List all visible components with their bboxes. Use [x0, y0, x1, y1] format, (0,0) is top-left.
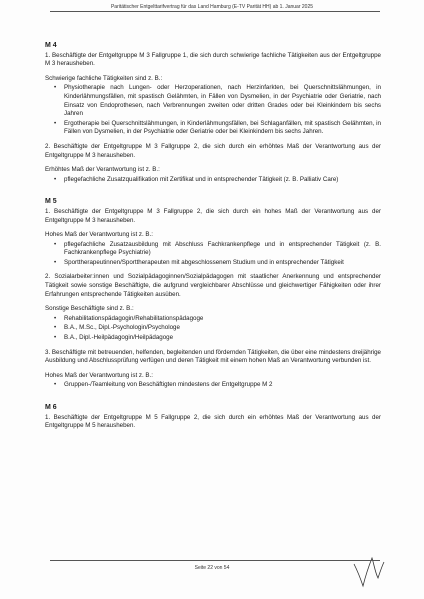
list-item: • Rehabilitationspädagogin/Rehabilitationspädagoge — [64, 315, 381, 324]
m5-list2-intro: Sonstige Beschäftigte sind z. B.: — [45, 305, 134, 313]
section-heading-m4: M 4 — [45, 42, 57, 49]
footer-rule — [50, 560, 380, 561]
m5-paragraph-3: 3. Beschäftigte mit betreuenden, helfenden, begleitenden und fördernden Tätigkeiten, die über eine mindestens dreijährige Ausbildung und Abschlussprüfung verfügen und deren Tätigkeit mit einem hohen Maß an Verantwortung verbunden ist. — [45, 348, 381, 365]
m4-list1 — [45, 84, 381, 137]
m5-list1 — [45, 241, 381, 268]
header-rule — [50, 11, 380, 12]
list-item: • B.A., M.Sc., Dipl.-Psychologin/Psychologe — [64, 324, 381, 333]
m4-list1-intro: Schwierige fachliche Tätigkeiten sind z. B.: — [45, 74, 163, 82]
list-item: • Ergotherapie bei Querschnittslähmungen, in Kinderlähmungsfällen, bei Schlaganfällen, mit spastisch Gelähmten, in Fällen von Dysmelien, in der Psychiatrie oder Geriatrie oder bei Kleinkindern bis sechs Jahren. — [64, 120, 381, 137]
page-header: Paritätischer Entgelttarifvertrag für das Land Hamburg (E-TV Parität HH) ab 1. Januar 2025 — [110, 4, 314, 10]
m4-paragraph-1: 1. Beschäftigte der Entgeltgruppe M 3 Fallgruppe 1, die sich durch schwierige fachliche Tätigkeiten aus der Entgeltgruppe M 3 herausheben. — [45, 51, 381, 68]
section-heading-m6: M 6 — [45, 404, 57, 411]
m4-list2-intro: Erhöhtes Maß der Verantwortung ist z. B.: — [45, 166, 160, 174]
m5-paragraph-2: 2. Sozialarbeiter:innen und Sozialpädagoginnen/Sozialpädagogen mit staatlicher Anerkennung und entsprechender Tätigkeit sowie sonstige Beschäftigte, die aufgrund vergleichbarer Abschlüsse und gleichwertiger Fähigkeiten oder ihrer Erfahrungen entsprechende Tätigkeiten ausüben. — [45, 273, 381, 298]
list-item: • B.A., Dipl.-Heilpädagogin/Heilpädagoge — [64, 334, 381, 343]
list-item: • pflegefachliche Zusatzqualifikation mit Zertifikat und in entsprechender Tätigkeit (z. B. Palliativ Care) — [64, 176, 381, 185]
page-number: Seite 22 von 54 — [194, 565, 230, 571]
m6-paragraph-1: 1. Beschäftigte der Entgeltgruppe M 5 Fallgruppe 2, die sich durch ein erhöhtes Maß der Verantwortung aus der Entgeltgruppe M 5 herausheben. — [45, 413, 381, 430]
m5-list1-intro: Hohes Maß der Verantwortung ist z. B.: — [45, 231, 153, 239]
m5-list3 — [45, 381, 381, 390]
document-body — [45, 42, 381, 437]
m4-list2 — [45, 176, 381, 185]
section-heading-m5: M 5 — [45, 198, 57, 206]
list-item: • pflegefachliche Zusatzausbildung mit Abschluss Fachkrankenpflege und in entsprechender Tätigkeit (z. B. Fachkrankenpflege Psychiatrie) — [64, 241, 381, 258]
list-item: • Gruppen-/Teamleitung von Beschäftigten mindestens der Entgeltgruppe M 2 — [64, 381, 381, 390]
m5-list3-intro: Hohes Maß der Verantwortung ist z. B.: — [45, 371, 153, 379]
list-item: • Physiotherapie nach Lungen- oder Herzoperationen, nach Herzinfarkten, bei Querschnittslähmungen, in Kinderlähmungsfällen, mit spastisch Gelähmten, in Fällen von Dysmelien, in der Psychiatrie oder Geriatrie, nach Einsatz von Endoprothesen, nach Verbrennungen zweiten oder dritten Grades oder bei Kleinkindern bis sechs Jahren — [64, 84, 381, 118]
list-item: • Sporttherapeutinnen/Sporttherapeuten mit abgeschlossenem Studium und in entsprechender Tätigkeit — [64, 259, 381, 268]
m5-paragraph-1: 1. Beschäftigte der Entgeltgruppe M 3 Fallgruppe 2, die sich durch ein hohes Maß der Verantwortung aus der Entgeltgruppe M 3 herausheben. — [45, 207, 381, 224]
m4-paragraph-2: 2. Beschäftigte der Entgeltgruppe M 3 Fallgruppe 2, die sich durch ein erhöhtes Maß der Verantwortung aus der Entgeltgruppe M 3 herausheben. — [45, 142, 381, 159]
m5-list2 — [45, 315, 381, 343]
